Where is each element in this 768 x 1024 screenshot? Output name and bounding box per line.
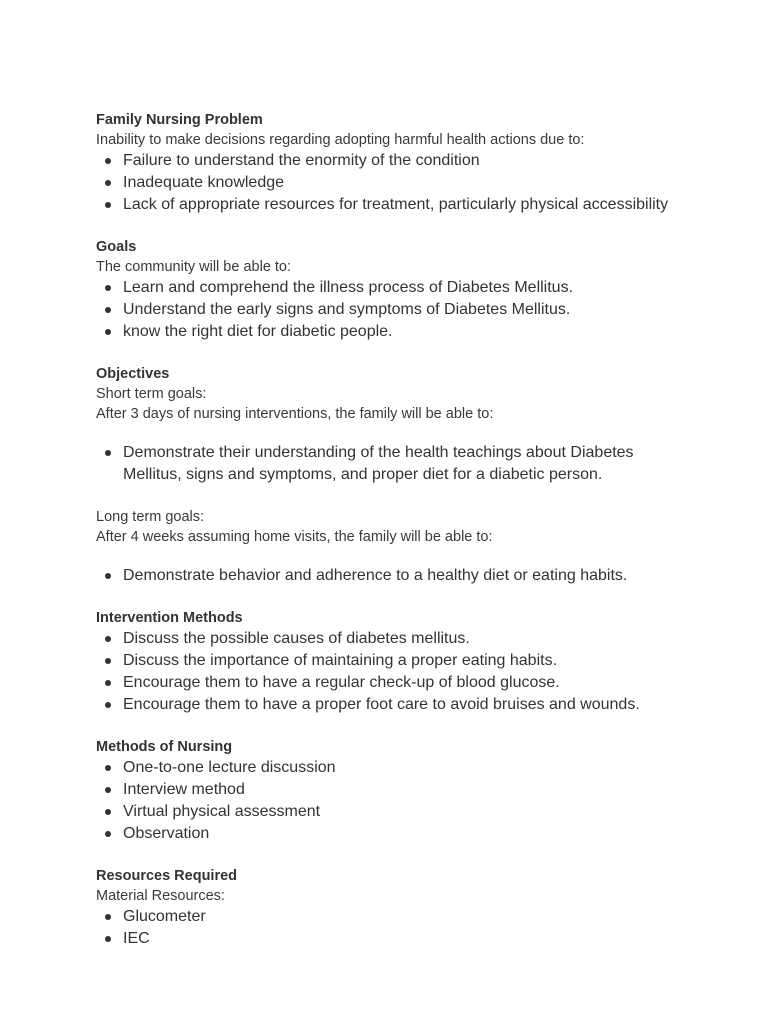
list-item: Encourage them to have a proper foot care to avoid bruises and wounds.	[96, 694, 696, 716]
short-term-intro: After 3 days of nursing interventions, the family will be able to:	[96, 406, 494, 422]
resources-list	[96, 906, 696, 950]
bullet-icon	[105, 573, 111, 579]
resources-section	[96, 866, 696, 950]
bullet-icon	[105, 636, 111, 642]
list-item: Discuss the importance of maintaining a proper eating habits.	[96, 650, 696, 672]
methods-list	[96, 757, 696, 845]
bullet-icon	[105, 936, 111, 942]
list-item: Glucometer	[96, 906, 696, 928]
resources-intro: Material Resources:	[96, 888, 225, 904]
family-problem-list	[96, 150, 696, 216]
bullet-icon	[105, 658, 111, 664]
list-item: Inadequate knowledge	[96, 172, 696, 194]
goals-section	[96, 237, 696, 343]
bullet-icon	[105, 914, 111, 920]
list-item: Observation	[96, 823, 696, 845]
family-problem-heading: Family Nursing Problem	[96, 112, 263, 128]
interventions-section	[96, 608, 696, 716]
bullet-icon	[105, 702, 111, 708]
document-page	[96, 110, 696, 950]
long-term-intro: After 4 weeks assuming home visits, the family will be able to:	[96, 529, 493, 545]
bullet-icon	[105, 765, 111, 771]
list-item: IEC	[96, 928, 696, 950]
bullet-icon	[105, 329, 111, 335]
list-item: Demonstrate behavior and adherence to a healthy diet or eating habits.	[96, 565, 696, 587]
family-problem-intro: Inability to make decisions regarding adopting harmful health actions due to:	[96, 132, 585, 148]
family-problem-section	[96, 110, 696, 216]
short-term-label: Short term goals:	[96, 386, 207, 402]
objectives-section	[96, 364, 696, 587]
bullet-icon	[105, 202, 111, 208]
objectives-heading: Objectives	[96, 366, 170, 382]
long-term-list	[96, 565, 696, 587]
list-item: Discuss the possible causes of diabetes mellitus.	[96, 628, 696, 650]
interventions-heading: Intervention Methods	[96, 610, 243, 626]
bullet-icon	[105, 180, 111, 186]
bullet-icon	[105, 831, 111, 837]
bullet-icon	[105, 307, 111, 313]
interventions-list	[96, 628, 696, 716]
goals-list	[96, 277, 696, 343]
methods-section	[96, 737, 696, 845]
list-item: know the right diet for diabetic people.	[96, 321, 696, 343]
list-item: Virtual physical assessment	[96, 801, 696, 823]
list-item: Failure to understand the enormity of the condition	[96, 150, 696, 172]
list-item: Lack of appropriate resources for treatment, particularly physical accessibility	[96, 194, 696, 216]
list-item: Encourage them to have a regular check-up of blood glucose.	[96, 672, 696, 694]
long-term-label: Long term goals:	[96, 509, 205, 525]
goals-intro: The community will be able to:	[96, 259, 292, 275]
bullet-icon	[105, 450, 111, 456]
bullet-icon	[105, 809, 111, 815]
bullet-icon	[105, 158, 111, 164]
resources-heading: Resources Required	[96, 868, 238, 884]
bullet-icon	[105, 285, 111, 291]
bullet-icon	[105, 680, 111, 686]
list-item: Understand the early signs and symptoms of Diabetes Mellitus.	[96, 299, 696, 321]
short-term-list	[96, 442, 696, 486]
list-item: One-to-one lecture discussion	[96, 757, 696, 779]
list-item: Interview method	[96, 779, 696, 801]
bullet-icon	[105, 787, 111, 793]
list-item: Learn and comprehend the illness process of Diabetes Mellitus.	[96, 277, 696, 299]
list-item: Demonstrate their understanding of the health teachings about Diabetes Mellitus, signs and symptoms, and proper diet for a diabetic person.	[96, 442, 696, 486]
goals-heading: Goals	[96, 239, 137, 255]
methods-heading: Methods of Nursing	[96, 739, 233, 755]
